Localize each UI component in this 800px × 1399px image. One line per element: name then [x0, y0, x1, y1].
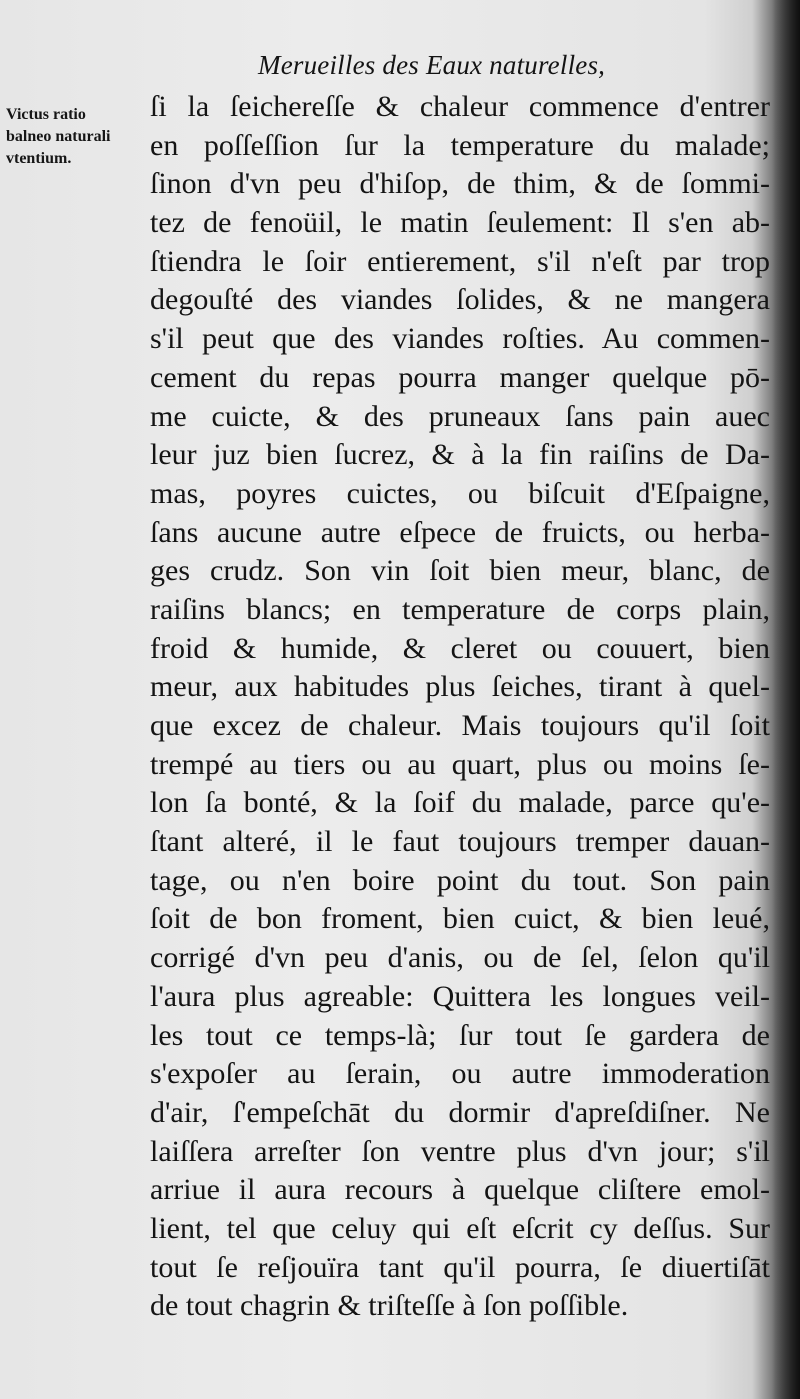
- text-line: froid & humide, & cleret ou couuert, bien: [150, 631, 770, 665]
- running-head: Merueilles des Eaux naturelles,: [258, 50, 606, 80]
- text-line: s'expoſer au ſerain, ou autre immoderation: [150, 1057, 770, 1091]
- text-line: lon ſa bonté, & la ſoif du malade, parce qu'e-: [150, 786, 770, 820]
- text-line: lient, tel que celuy qui eſt eſcrit cy deſſus. Sur: [150, 1211, 770, 1245]
- margin-note-line: Victus ratio: [6, 106, 86, 123]
- text-line: ſtiendra le ſoir entierement, s'il n'eſt par trop: [150, 244, 770, 278]
- text-line: de tout chagrin & triſteſſe à ſon poſſible.: [150, 1289, 629, 1323]
- text-line: tez de fenoüil, le matin ſeulement: Il s'en ab-: [150, 206, 770, 240]
- margin-note: [6, 104, 146, 170]
- text-line: trempé au tiers ou au quart, plus ou moins ſe-: [150, 747, 770, 781]
- text-line: arriue il aura recours à quelque cliſtere emol-: [150, 1173, 770, 1207]
- text-line: d'air, ſ'empeſchāt du dormir d'apreſdiſner. Ne: [150, 1095, 770, 1129]
- text-line: s'il peut que des viandes roſties. Au commen-: [150, 322, 770, 356]
- text-line: me cuicte, & des pruneaux ſans pain auec: [150, 399, 770, 433]
- text-line: tout ſe reſjouïra tant qu'il pourra, ſe diuertiſāt: [150, 1250, 770, 1284]
- text-line: corrigé d'vn peu d'anis, ou de ſel, ſelon qu'il: [150, 941, 770, 975]
- text-line: les tout ce temps-là; ſur tout ſe gardera de: [150, 1018, 770, 1052]
- text-line: raiſins blancs; en temperature de corps plain,: [150, 592, 770, 626]
- page-gutter-shadow: [772, 0, 800, 1399]
- text-line: ſtant alteré, il le faut toujours tremper dauan-: [150, 825, 770, 859]
- text-line: degouſté des viandes ſolides, & ne mangera: [150, 283, 770, 317]
- text-line: ſoit de bon froment, bien cuict, & bien leué,: [150, 902, 770, 936]
- margin-note-line: balneo naturali: [6, 128, 111, 145]
- text-line: ſi la ſeichereſſe & chaleur commence d'entrer: [150, 90, 770, 123]
- text-line: leur juz bien ſucrez, & à la fin raiſins de Da-: [150, 438, 770, 472]
- body-text: [150, 88, 770, 1326]
- margin-note-line: vtentium.: [6, 150, 72, 167]
- text-line: ges crudz. Son vin ſoit bien meur, blanc, de: [150, 554, 770, 588]
- text-line: ſinon d'vn peu d'hiſop, de thim, & de ſommi-: [150, 167, 770, 201]
- text-line: laiſſera arreſter ſon ventre plus d'vn jour; s'il: [150, 1134, 770, 1168]
- text-line: ſans aucune autre eſpece de fruicts, ou herba-: [150, 515, 770, 549]
- text-line: meur, aux habitudes plus ſeiches, tirant à quel-: [150, 670, 770, 704]
- text-line: que excez de chaleur. Mais toujours qu'il ſoit: [150, 709, 770, 742]
- text-line: l'aura plus agreable: Quittera les longues veil-: [150, 979, 770, 1013]
- text-line: cement du repas pourra manger quelque pō-: [150, 360, 770, 394]
- text-line: tage, ou n'en boire point du tout. Son pain: [150, 863, 770, 897]
- text-line: en poſſeſſion ſur la temperature du malade;: [150, 128, 770, 162]
- text-line: mas, poyres cuictes, ou biſcuit d'Eſpaigne,: [150, 476, 770, 510]
